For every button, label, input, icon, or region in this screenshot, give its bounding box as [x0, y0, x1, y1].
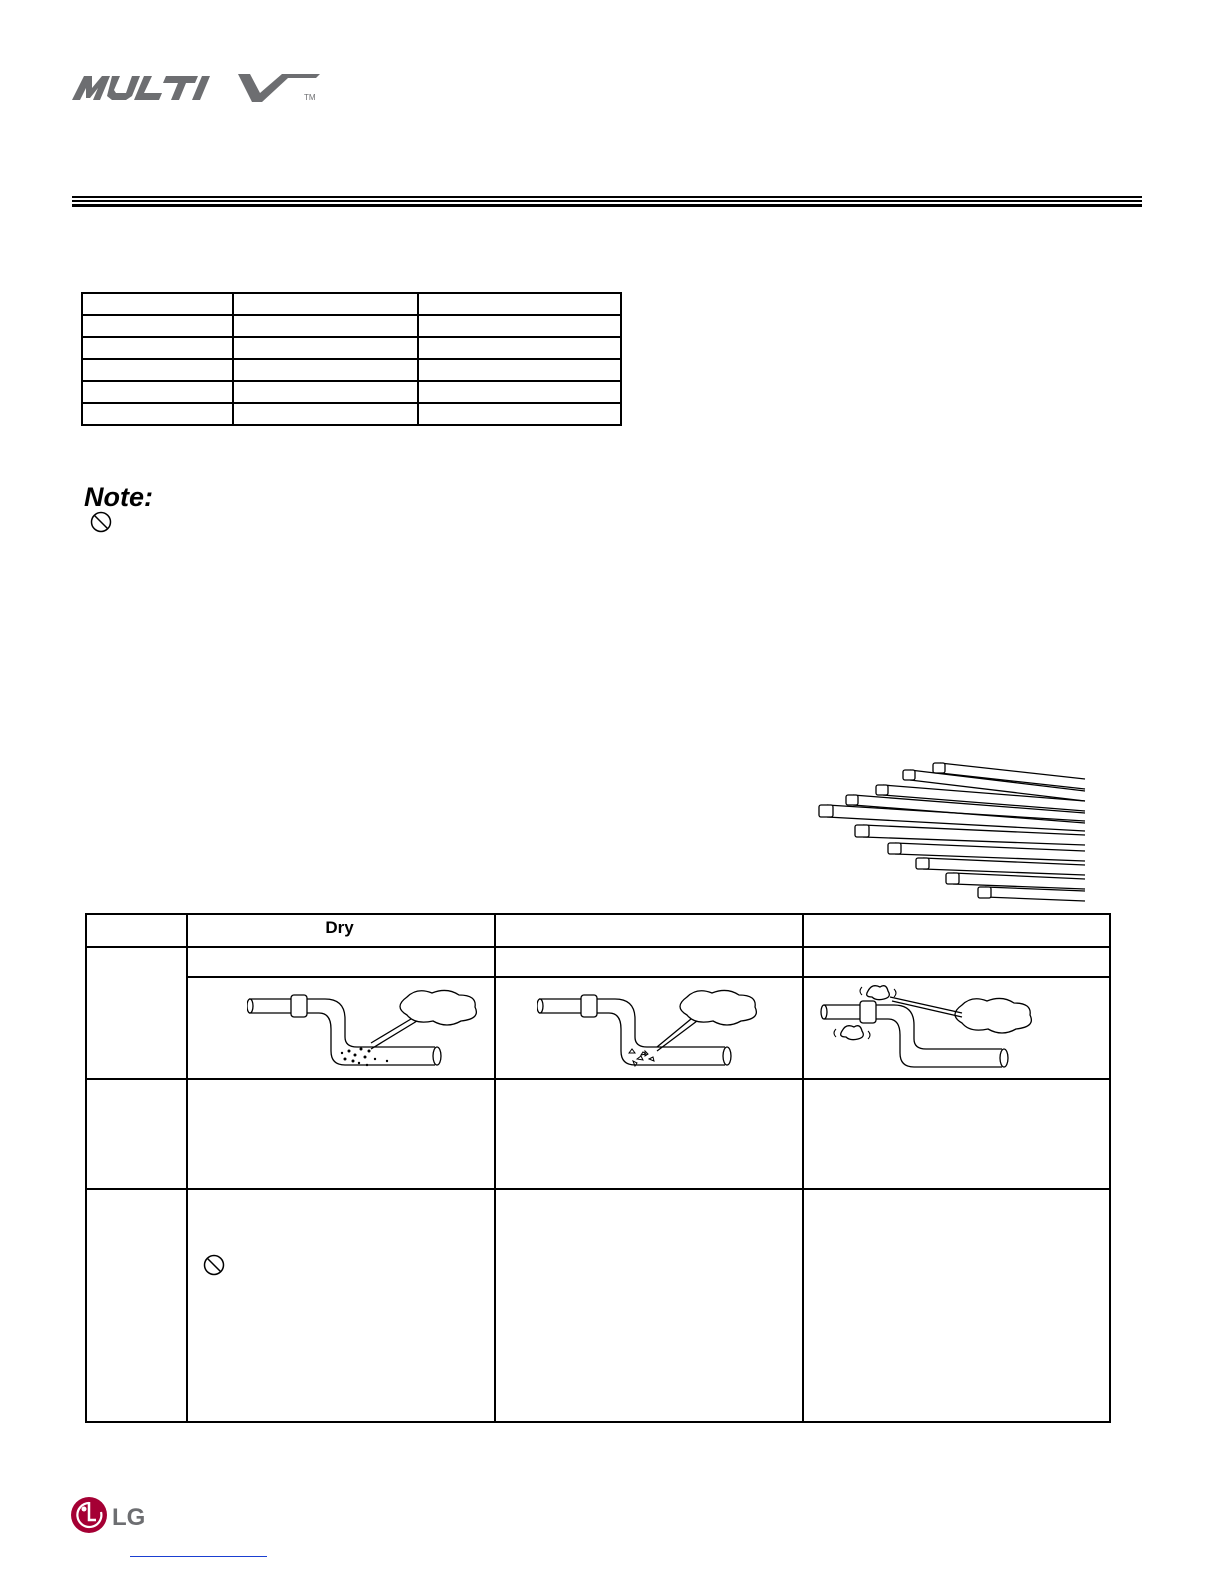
table-col-divider [494, 915, 496, 1421]
table-row-divider [83, 380, 620, 382]
pipe-dust-illustration [247, 989, 487, 1078]
table-row-divider [83, 314, 620, 316]
pipe-leak-illustration [812, 979, 1052, 1080]
table-col-divider [186, 915, 188, 1421]
lg-wordmark: LG [112, 1504, 146, 1531]
header-rule [72, 196, 1142, 208]
footer-link-underline[interactable] [130, 1556, 267, 1557]
note-title: Note: [84, 482, 153, 512]
table-col-divider [417, 294, 419, 424]
table-row-divider [87, 946, 1109, 948]
table-row-divider [83, 358, 620, 360]
trademark-symbol: TM [304, 93, 316, 102]
small-table [81, 292, 622, 426]
table-row-divider [83, 402, 620, 404]
table-row-divider [83, 336, 620, 338]
pipe-debris-illustration [537, 989, 777, 1078]
contamination-table [85, 913, 1111, 1423]
table-col-divider [802, 915, 804, 1421]
lg-logo [70, 1494, 160, 1536]
table-row-divider [186, 976, 1109, 978]
table-row-divider [87, 1188, 1109, 1190]
prohibition-icon [90, 511, 112, 538]
multi-v-logo [70, 66, 330, 106]
copper-pipes-illustration [805, 755, 1087, 905]
column-header-dry: Dry [325, 918, 354, 937]
prohibition-icon [203, 1254, 225, 1281]
table-col-divider [232, 294, 234, 424]
